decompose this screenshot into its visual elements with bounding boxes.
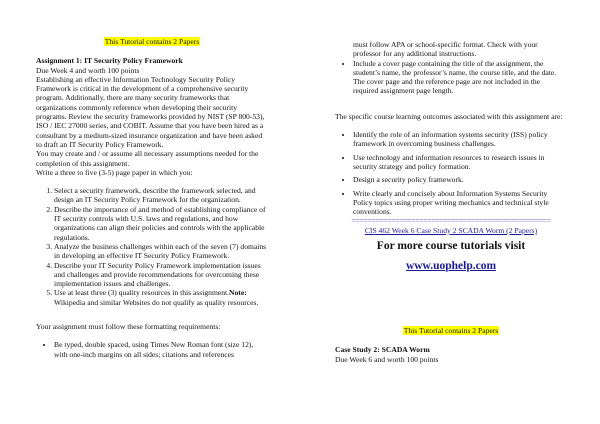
task-item: 4. Describe your IT Security Policy Framework implementation issues and challenges and provide recommendations for overcoming these implementation issues and challenges. (54, 261, 268, 289)
tutorial-banner: This Tutorial contains 2 Papers (104, 37, 200, 46)
task-item: 2. Describe the importance of and method of establishing compliance of IT security controls with U.S. laws and regulations, and how organizations can align their policies and controls with the applicable regulations. (54, 205, 268, 242)
website-link[interactable]: www.uophelp.com (405, 260, 497, 273)
outcomes-intro: The specific course learning outcomes associated with this assignment are: (335, 111, 563, 121)
assignment-title: Assignment 1: IT Security Policy Framework (36, 56, 183, 66)
assignment-intro: Establishing an effective Information Technology Security Policy Framework is critical in the development of a comprehensive security program. Additionally, there are many security frameworks that organizations commonly reference when developing their security programs. Review the security frameworks provided by NIST (SP 800-53), ISO / IEC 27000 series, and COBIT. Assume that you have been hired as a consultant by a medium-sized insurance organization and have been asked to draft an IT Security Policy Framework. (36, 74, 265, 149)
outcome-item: • Design a security policy framework. (353, 175, 567, 184)
case-study-due: Due Week 6 and worth 100 points (335, 354, 439, 364)
task-note-text: Wikipedia and similar Websites do not qualify as quality resources. (54, 297, 259, 307)
outcome-item: • Write clearly and concisely about Information Systems Security Policy topics using proper writing mechanics and technical style conventions. (353, 189, 567, 217)
task-item: 3. Analyze the business challenges within each of the seven (7) domains in developing an effective IT Security Policy Framework. (54, 242, 268, 261)
left-column (36, 0, 268, 359)
formatting-continued: must follow APA or school-specific format. Check with your professor for any additional instructions. (353, 40, 538, 59)
separator-line: ================================================== (351, 216, 551, 226)
cover-page-list (335, 59, 567, 96)
right-column (335, 0, 567, 364)
assignment-write-instruction: Write a three to five (3-5) page paper in which you: (36, 167, 193, 177)
next-tutorial-link[interactable]: CIS 462 Week 6 Case Study 2 SCADA Worm (2 Papers) (364, 225, 538, 235)
tutorial-banner-wrap (36, 37, 268, 46)
task-resources-text: Use at least three (3) quality resources in this assignment. (54, 288, 230, 298)
assignment-due: Due Week 4 and worth 100 points (36, 65, 140, 75)
task-item (54, 288, 268, 307)
formatting-intro: Your assignment must follow these formatting requirements: (36, 322, 221, 332)
promo-text: For more course tutorials visit (376, 240, 526, 253)
formatting-item: • Be typed, double spaced, using Times New Roman font (size 12), with one-inch margins on all sides; citations and references (54, 340, 268, 359)
outcomes-list (335, 130, 567, 216)
tutorial-banner-2: This Tutorial contains 2 Papers (403, 326, 499, 336)
cover-page-item: • Include a cover page containing the title of the assignment, the student’s name, the professor’s name, the course title, and the date. The cover page and the reference page are not included in the required assignment page length. (353, 59, 567, 96)
case-study-title: Case Study 2: SCADA Worm (335, 345, 430, 355)
tutorial-banner-2-wrap (335, 326, 567, 335)
formatting-list (36, 340, 268, 359)
outcome-item: • Identify the role of an information systems security (ISS) policy framework in overcoming business challenges. (353, 130, 567, 149)
task-item: 1. Select a security framework, describe the framework selected, and design an IT Security Policy Framework for the organization. (54, 186, 268, 205)
task-list (36, 186, 268, 307)
task-note-label: Note: (229, 288, 247, 298)
outcome-item: • Use technology and information resources to research issues in security strategy and policy formation. (353, 153, 567, 172)
assignment-assumptions: You may create and / or assume all necessary assumptions needed for the completion of this assignment. (36, 149, 259, 168)
